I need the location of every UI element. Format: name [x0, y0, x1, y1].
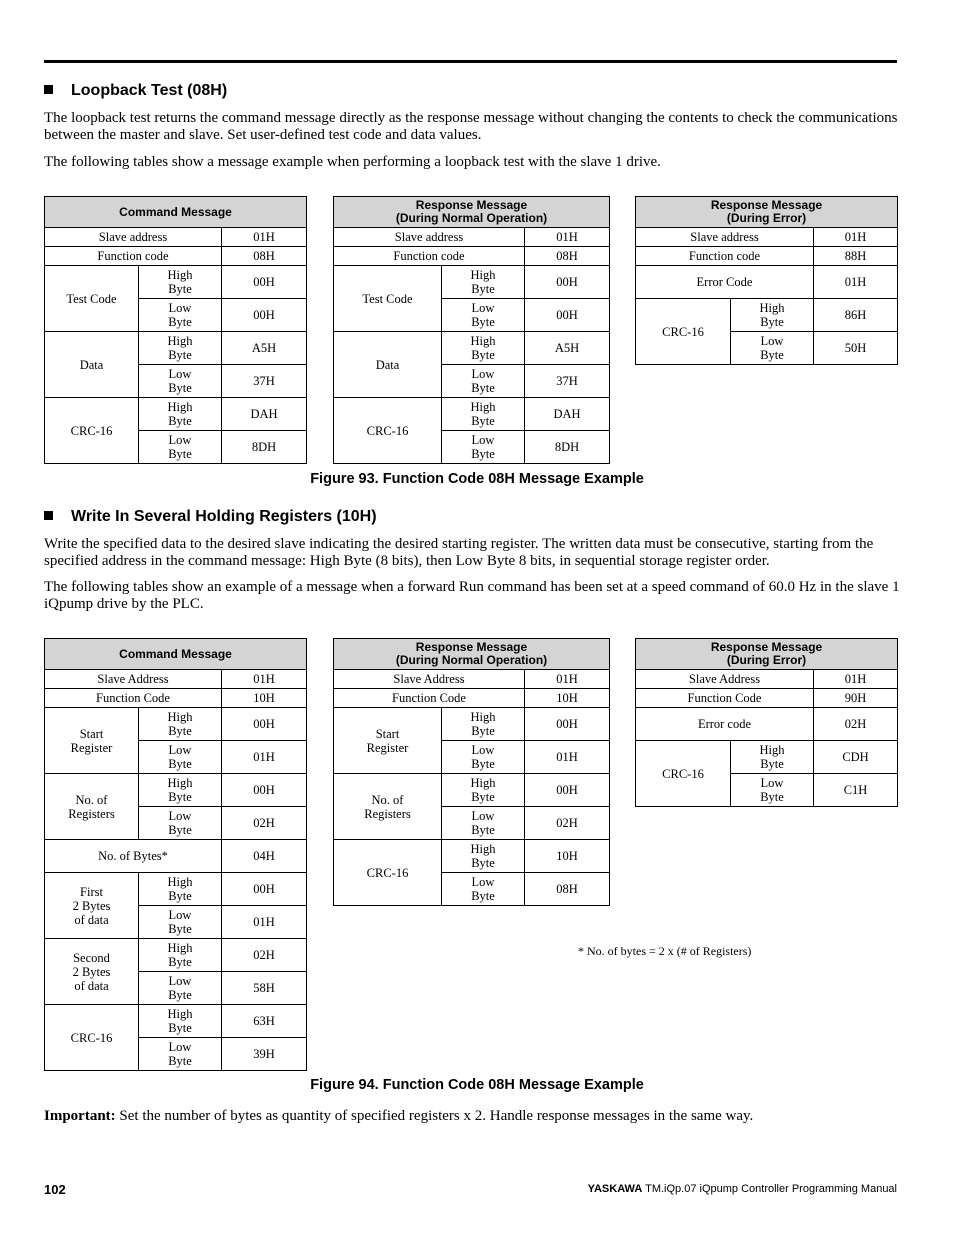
byte-value: CDH [814, 741, 898, 774]
row-label: Function code [334, 247, 525, 266]
byte-value: C1H [814, 774, 898, 807]
group-label: CRC-16 [636, 741, 731, 807]
table-title: Response Message (During Normal Operation) [334, 197, 610, 228]
command-message-table [44, 638, 307, 1071]
row-label: Error code [636, 708, 814, 741]
byte-label: Low Byte [139, 807, 222, 840]
group-label: First 2 Bytes of data [45, 873, 139, 939]
byte-value: 00H [222, 774, 307, 807]
byte-label: High Byte [731, 299, 814, 332]
byte-label: Low Byte [442, 299, 525, 332]
row-label: Slave Address [334, 670, 525, 689]
brand-name: YASKAWA [587, 1183, 643, 1195]
group-label: Start Register [45, 708, 139, 774]
byte-label: Low Byte [139, 972, 222, 1005]
byte-label: Low Byte [139, 741, 222, 774]
row-label: Error Code [636, 266, 814, 299]
figure-caption: Figure 94. Function Code 08H Message Example [310, 1077, 644, 1093]
byte-value: 8DH [525, 431, 610, 464]
byte-value: 01H [222, 906, 307, 939]
row-label: Function code [45, 247, 222, 266]
byte-value: 00H [525, 774, 610, 807]
byte-value: 58H [222, 972, 307, 1005]
group-label: No. of Registers [45, 774, 139, 840]
row-value: 90H [814, 689, 898, 708]
byte-label: Low Byte [139, 431, 222, 464]
section-heading-write-registers [44, 508, 377, 526]
paragraph: The following tables show a message example when performing a loopback test with the slave 1 drive. [44, 154, 661, 170]
byte-label: Low Byte [442, 365, 525, 398]
footer-manual-title [588, 1183, 897, 1195]
important-label: Important: [44, 1108, 116, 1124]
table-title: Response Message (During Error) [636, 639, 898, 670]
figure-caption: Figure 93. Function Code 08H Message Example [310, 471, 644, 487]
byte-label: High Byte [139, 708, 222, 741]
byte-value: 02H [525, 807, 610, 840]
byte-value: A5H [222, 332, 307, 365]
byte-value: 01H [222, 741, 307, 774]
row-label: Function Code [636, 689, 814, 708]
row-label: Slave address [45, 228, 222, 247]
response-normal-table [333, 638, 610, 906]
row-value: 01H [814, 670, 898, 689]
row-label: Slave address [334, 228, 525, 247]
row-value: 88H [814, 247, 898, 266]
byte-value: 00H [525, 708, 610, 741]
byte-label: High Byte [442, 266, 525, 299]
byte-label: High Byte [139, 774, 222, 807]
important-text: Set the number of bytes as quantity of specified registers x 2. Handle response messages in the same way. [115, 1108, 754, 1124]
response-error-table [635, 638, 898, 807]
byte-label: Low Byte [442, 431, 525, 464]
group-label: Data [45, 332, 139, 398]
manual-title: TM.iQp.07 iQpump Controller Programming Manual [642, 1183, 897, 1195]
table-title: Command Message [45, 197, 307, 228]
row-value: 08H [525, 247, 610, 266]
table-title: Command Message [45, 639, 307, 670]
row-value: 01H [814, 266, 898, 299]
table-title: Response Message (During Normal Operation) [334, 639, 610, 670]
byte-value: 02H [222, 939, 307, 972]
byte-label: High Byte [442, 840, 525, 873]
byte-label: High Byte [139, 266, 222, 299]
response-error-table [635, 196, 898, 365]
group-label: CRC-16 [45, 1005, 139, 1071]
byte-label: Low Byte [442, 741, 525, 774]
row-value: 01H [525, 228, 610, 247]
row-label: Slave Address [45, 670, 222, 689]
byte-label: High Byte [442, 708, 525, 741]
group-label: Second 2 Bytes of data [45, 939, 139, 1005]
group-label: Test Code [45, 266, 139, 332]
table-title: Response Message (During Error) [636, 197, 898, 228]
byte-label: High Byte [139, 332, 222, 365]
row-value: 01H [814, 228, 898, 247]
command-message-table [44, 196, 307, 464]
group-label: CRC-16 [334, 398, 442, 464]
section-heading-loopback [44, 82, 227, 100]
byte-value: 02H [222, 807, 307, 840]
byte-label: Low Byte [731, 774, 814, 807]
row-value: 01H [222, 670, 307, 689]
byte-value: 08H [525, 873, 610, 906]
byte-label: High Byte [442, 398, 525, 431]
byte-label: Low Byte [139, 365, 222, 398]
group-label: CRC-16 [45, 398, 139, 464]
top-rule [44, 60, 897, 63]
square-bullet-icon [44, 511, 53, 520]
byte-label: Low Byte [731, 332, 814, 365]
byte-value: 10H [525, 840, 610, 873]
byte-value: 00H [222, 299, 307, 332]
row-value: 10H [222, 689, 307, 708]
page-number: 102 [44, 1182, 66, 1197]
byte-label: Low Byte [139, 299, 222, 332]
byte-label: Low Byte [442, 807, 525, 840]
row-label: Slave Address [636, 670, 814, 689]
row-value: 02H [814, 708, 898, 741]
group-label: CRC-16 [334, 840, 442, 906]
row-label: Function Code [45, 689, 222, 708]
paragraph: The loopback test returns the command message directly as the response message without changing the contents to check the communications between the master and slave. Set user-defined test code and data values. [44, 110, 898, 143]
group-label: Test Code [334, 266, 442, 332]
byte-value: 00H [525, 299, 610, 332]
byte-value: 37H [222, 365, 307, 398]
byte-label: Low Byte [139, 1038, 222, 1071]
byte-label: High Byte [442, 332, 525, 365]
byte-label: High Byte [731, 741, 814, 774]
paragraph: Write the specified data to the desired slave indicating the desired starting register. The written data must be consecutive, starting from the specified address in the command message: High Byte (8 bits), then Low Byte 8 bits, in sequential storage register order. [44, 536, 874, 569]
byte-value: 50H [814, 332, 898, 365]
byte-label: High Byte [139, 398, 222, 431]
row-value: 08H [222, 247, 307, 266]
byte-value: A5H [525, 332, 610, 365]
byte-value: 00H [525, 266, 610, 299]
byte-value: DAH [525, 398, 610, 431]
row-value: 10H [525, 689, 610, 708]
byte-value: 39H [222, 1038, 307, 1071]
byte-value: 00H [222, 873, 307, 906]
row-label: Slave address [636, 228, 814, 247]
byte-label: Low Byte [139, 906, 222, 939]
byte-value: 37H [525, 365, 610, 398]
byte-value: 01H [525, 741, 610, 774]
byte-value: 63H [222, 1005, 307, 1038]
row-label: Function code [636, 247, 814, 266]
byte-value: 8DH [222, 431, 307, 464]
paragraph: The following tables show an example of a message when a forward Run command has been set at a speed command of 60.0 Hz in the slave 1 iQpump drive by the PLC. [44, 579, 900, 612]
byte-label: High Byte [442, 774, 525, 807]
byte-value: 00H [222, 708, 307, 741]
group-label: Data [334, 332, 442, 398]
row-value: 04H [222, 840, 307, 873]
byte-value: DAH [222, 398, 307, 431]
byte-label: High Byte [139, 1005, 222, 1038]
response-normal-table [333, 196, 610, 464]
square-bullet-icon [44, 85, 53, 94]
group-label: CRC-16 [636, 299, 731, 365]
byte-value: 00H [222, 266, 307, 299]
heading-text: Loopback Test (08H) [71, 82, 228, 99]
byte-value: 86H [814, 299, 898, 332]
footnote: * No. of bytes = 2 x (# of Registers) [578, 944, 752, 958]
byte-label: High Byte [139, 939, 222, 972]
group-label: Start Register [334, 708, 442, 774]
row-label: No. of Bytes* [45, 840, 222, 873]
important-note [44, 1108, 753, 1125]
row-label: Function Code [334, 689, 525, 708]
byte-label: Low Byte [442, 873, 525, 906]
row-value: 01H [222, 228, 307, 247]
row-value: 01H [525, 670, 610, 689]
byte-label: High Byte [139, 873, 222, 906]
heading-text: Write In Several Holding Registers (10H) [71, 508, 377, 525]
group-label: No. of Registers [334, 774, 442, 840]
